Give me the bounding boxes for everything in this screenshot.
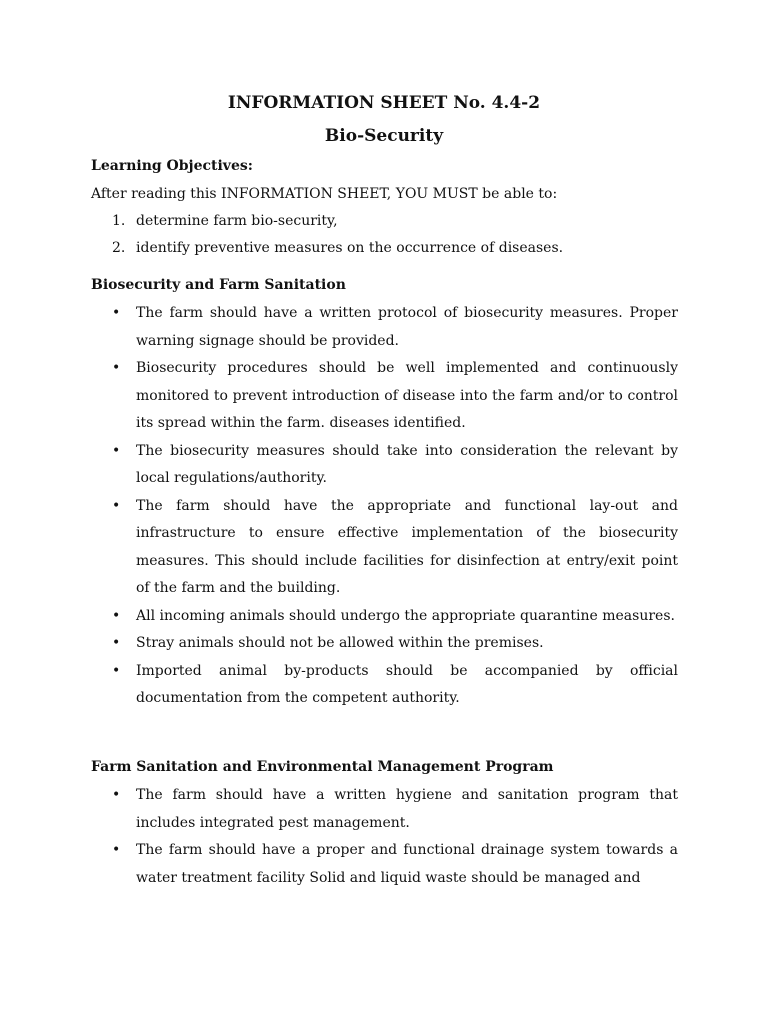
section-heading-sanitation: Farm Sanitation and Environmental Management Program <box>91 759 554 775</box>
section-heading-biosecurity: Biosecurity and Farm Sanitation <box>91 277 346 293</box>
objective-text: determine farm bio-security, <box>136 213 338 229</box>
bullet-text: Biosecurity procedures should be well implemented and continuously monitored to prevent introduction of disease into the farm and/or to control its spread within the farm. diseases identified. <box>136 360 678 431</box>
bullet-text: The farm should have a proper and functional drainage system towards a water treatment facility Solid and liquid waste should be managed and <box>136 842 678 886</box>
bullet-text: Stray animals should not be allowed within the premises. <box>136 635 544 651</box>
bullet-item <box>112 603 678 631</box>
objective-item <box>112 240 563 256</box>
objective-number: 2. <box>112 240 126 256</box>
objective-number: 1. <box>112 213 126 229</box>
biosecurity-bullet-list <box>112 300 678 713</box>
bullet-text: The farm should have the appropriate and functional lay-out and infrastructure to ensure effective implementation of the biosecurity measures. This should include facilities for disinfection at entry/exit point of the farm and the building. <box>136 497 678 596</box>
objective-item <box>112 213 338 229</box>
bullet-icon: • <box>112 635 121 651</box>
bullet-item <box>112 630 678 658</box>
bullet-item <box>112 493 678 603</box>
document-subtitle: Bio-Security <box>324 126 444 146</box>
bullet-text: Imported animal by-products should be accompanied by official documentation from the competent authority. <box>136 662 678 706</box>
objectives-heading: Learning Objectives: <box>91 158 253 174</box>
objective-text: identify preventive measures on the occurrence of diseases. <box>136 240 564 256</box>
bullet-item <box>112 355 678 438</box>
bullet-icon: • <box>112 662 121 679</box>
bullet-text: The biosecurity measures should take into consideration the relevant by local regulations/authority. <box>136 442 678 486</box>
document-title: INFORMATION SHEET No. 4.4-2 <box>227 93 541 113</box>
bullet-text: The farm should have a written hygiene and sanitation program that includes integrated pest management. <box>136 787 678 831</box>
bullet-icon: • <box>112 787 121 803</box>
bullet-text: The farm should have a written protocol of biosecurity measures. Proper warning signage should be provided. <box>136 305 678 349</box>
bullet-icon: • <box>112 497 121 514</box>
bullet-icon: • <box>112 842 121 858</box>
bullet-item <box>112 438 678 493</box>
bullet-item <box>112 658 678 713</box>
sanitation-bullet-list <box>112 782 678 892</box>
bullet-icon: • <box>112 607 121 624</box>
bullet-icon: • <box>112 442 121 459</box>
objectives-intro: After reading this INFORMATION SHEET, YOU MUST be able to: <box>91 186 558 202</box>
bullet-text: All incoming animals should undergo the appropriate quarantine measures. <box>136 607 675 624</box>
bullet-item <box>112 837 678 892</box>
bullet-item <box>112 782 678 837</box>
bullet-icon: • <box>112 305 121 321</box>
bullet-item <box>112 300 678 355</box>
bullet-icon: • <box>112 360 121 376</box>
